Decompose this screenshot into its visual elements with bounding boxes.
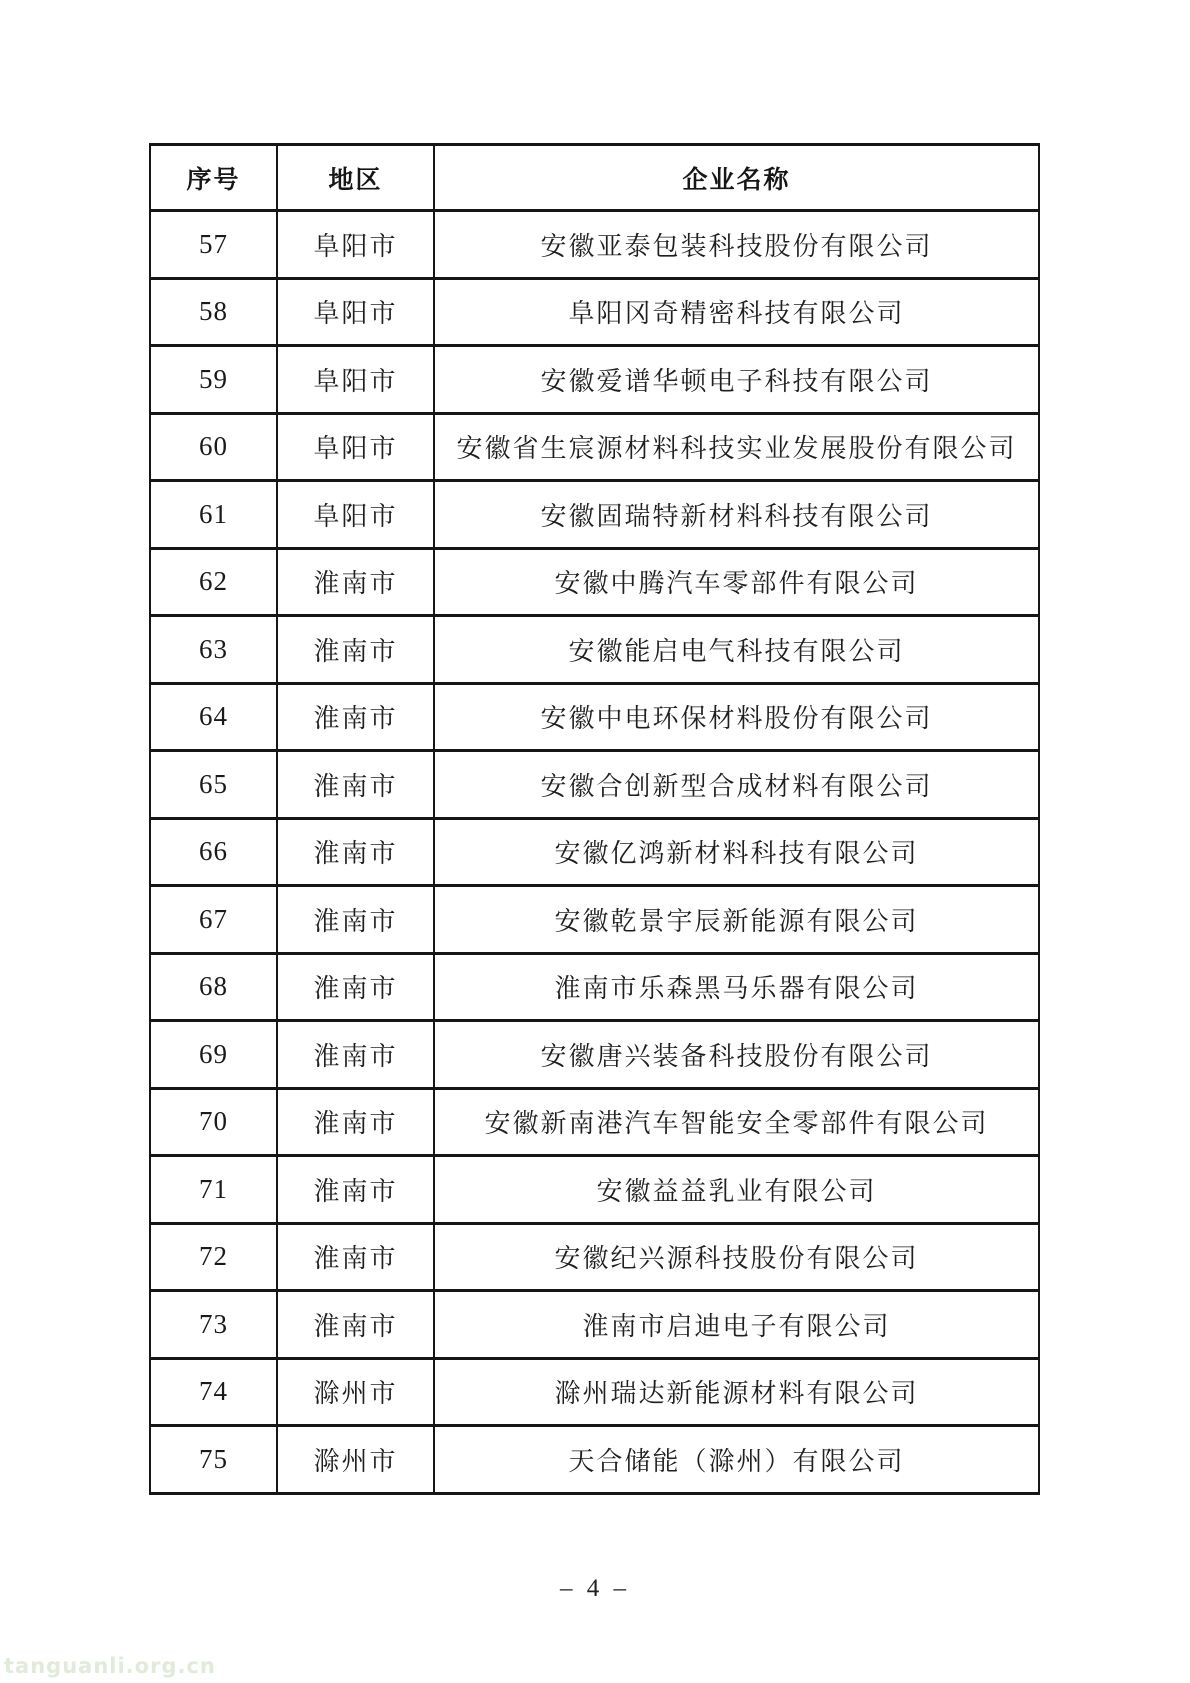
table-row xyxy=(150,1156,1039,1224)
cell-index: 58 xyxy=(150,278,277,346)
table-row xyxy=(150,346,1039,414)
header-row xyxy=(150,145,1039,211)
table-row xyxy=(150,278,1039,346)
table-row xyxy=(150,1088,1039,1156)
watermark: tanguanli.org.cn xyxy=(4,1654,216,1678)
cell-index: 60 xyxy=(150,413,277,481)
cell-company: 安徽亿鸿新材料科技有限公司 xyxy=(434,818,1039,886)
cell-index: 64 xyxy=(150,683,277,751)
cell-company: 安徽合创新型合成材料有限公司 xyxy=(434,751,1039,819)
cell-company: 淮南市启迪电子有限公司 xyxy=(434,1291,1039,1359)
cell-index: 73 xyxy=(150,1291,277,1359)
cell-region: 淮南市 xyxy=(277,886,434,954)
table-row xyxy=(150,1426,1039,1494)
cell-company: 天合储能（滁州）有限公司 xyxy=(434,1426,1039,1494)
cell-index: 69 xyxy=(150,1021,277,1089)
table-row xyxy=(150,211,1039,279)
cell-index: 72 xyxy=(150,1223,277,1291)
table-row xyxy=(150,818,1039,886)
cell-company: 安徽中腾汽车零部件有限公司 xyxy=(434,548,1039,616)
cell-region: 淮南市 xyxy=(277,818,434,886)
cell-index: 63 xyxy=(150,616,277,684)
col-header-index: 序号 xyxy=(150,145,277,211)
table-row xyxy=(150,886,1039,954)
cell-region: 淮南市 xyxy=(277,683,434,751)
cell-region: 淮南市 xyxy=(277,616,434,684)
cell-index: 65 xyxy=(150,751,277,819)
cell-index: 67 xyxy=(150,886,277,954)
table-row xyxy=(150,616,1039,684)
cell-index: 68 xyxy=(150,953,277,1021)
cell-index: 74 xyxy=(150,1358,277,1426)
table-row xyxy=(150,548,1039,616)
cell-company: 安徽益益乳业有限公司 xyxy=(434,1156,1039,1224)
col-header-company: 企业名称 xyxy=(434,145,1039,211)
table-row xyxy=(150,953,1039,1021)
cell-region: 滁州市 xyxy=(277,1358,434,1426)
cell-region: 淮南市 xyxy=(277,1291,434,1359)
table-body xyxy=(150,211,1039,1494)
cell-company: 安徽能启电气科技有限公司 xyxy=(434,616,1039,684)
page-number: – 4 – xyxy=(560,1575,630,1602)
cell-index: 61 xyxy=(150,481,277,549)
cell-index: 75 xyxy=(150,1426,277,1494)
cell-company: 安徽固瑞特新材料科技有限公司 xyxy=(434,481,1039,549)
cell-company: 淮南市乐森黑马乐器有限公司 xyxy=(434,953,1039,1021)
cell-region: 滁州市 xyxy=(277,1426,434,1494)
cell-region: 淮南市 xyxy=(277,1156,434,1224)
cell-company: 安徽中电环保材料股份有限公司 xyxy=(434,683,1039,751)
table-row xyxy=(150,683,1039,751)
table-row xyxy=(150,1223,1039,1291)
table-row xyxy=(150,751,1039,819)
col-header-region: 地区 xyxy=(277,145,434,211)
table-row xyxy=(150,413,1039,481)
cell-index: 57 xyxy=(150,211,277,279)
company-table xyxy=(149,143,1040,1495)
cell-region: 阜阳市 xyxy=(277,481,434,549)
cell-company: 安徽亚泰包装科技股份有限公司 xyxy=(434,211,1039,279)
cell-region: 淮南市 xyxy=(277,548,434,616)
cell-company: 安徽纪兴源科技股份有限公司 xyxy=(434,1223,1039,1291)
cell-company: 安徽爱谱华顿电子科技有限公司 xyxy=(434,346,1039,414)
cell-company: 滁州瑞达新能源材料有限公司 xyxy=(434,1358,1039,1426)
cell-company: 安徽新南港汽车智能安全零部件有限公司 xyxy=(434,1088,1039,1156)
cell-index: 70 xyxy=(150,1088,277,1156)
cell-index: 66 xyxy=(150,818,277,886)
table-row xyxy=(150,1021,1039,1089)
cell-region: 淮南市 xyxy=(277,953,434,1021)
cell-company: 安徽唐兴装备科技股份有限公司 xyxy=(434,1021,1039,1089)
cell-index: 71 xyxy=(150,1156,277,1224)
table-row xyxy=(150,1358,1039,1426)
cell-region: 阜阳市 xyxy=(277,278,434,346)
cell-region: 淮南市 xyxy=(277,1088,434,1156)
cell-region: 淮南市 xyxy=(277,751,434,819)
cell-region: 阜阳市 xyxy=(277,346,434,414)
table-row xyxy=(150,1291,1039,1359)
cell-region: 淮南市 xyxy=(277,1021,434,1089)
table-row xyxy=(150,481,1039,549)
cell-index: 62 xyxy=(150,548,277,616)
cell-company: 阜阳冈奇精密科技有限公司 xyxy=(434,278,1039,346)
cell-region: 淮南市 xyxy=(277,1223,434,1291)
cell-index: 59 xyxy=(150,346,277,414)
cell-region: 阜阳市 xyxy=(277,211,434,279)
cell-company: 安徽乾景宇辰新能源有限公司 xyxy=(434,886,1039,954)
cell-region: 阜阳市 xyxy=(277,413,434,481)
cell-company: 安徽省生宸源材料科技实业发展股份有限公司 xyxy=(434,413,1039,481)
